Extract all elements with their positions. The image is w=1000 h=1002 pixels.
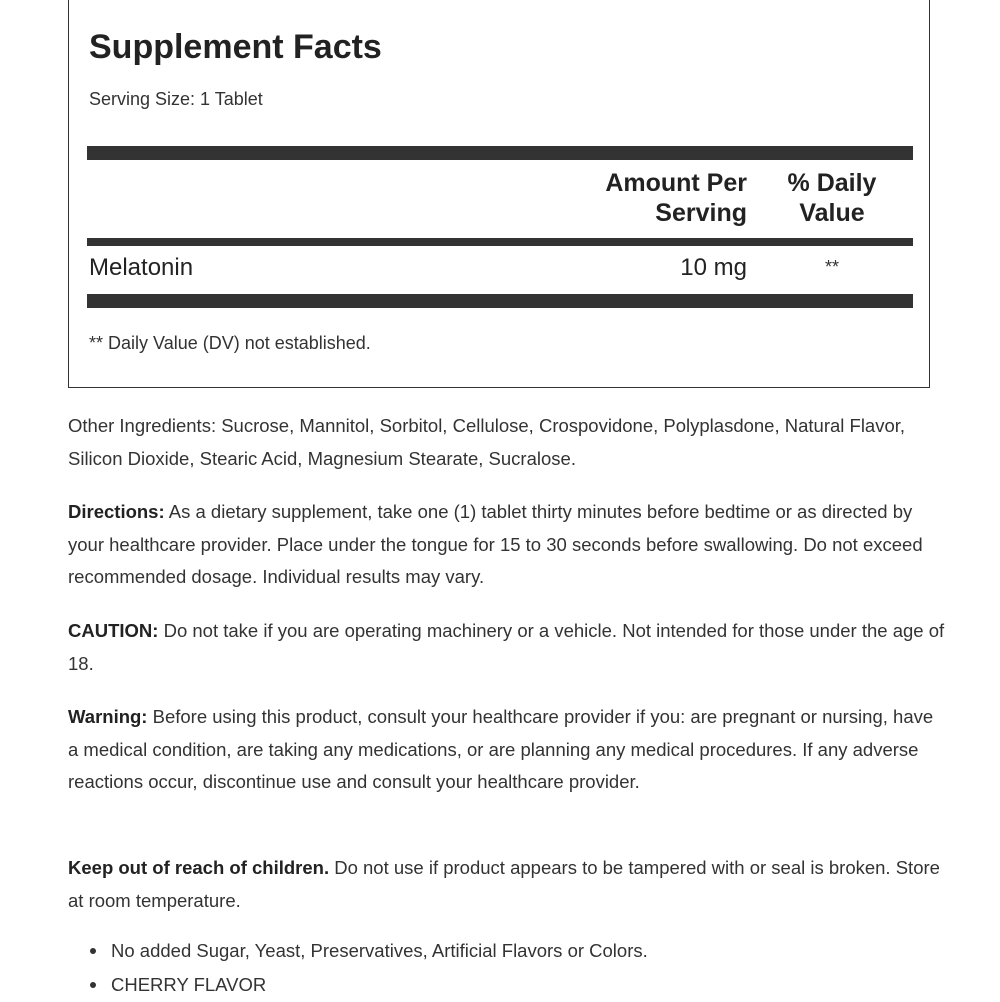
ingredient-daily-value: **: [824, 257, 839, 277]
other-ingredients: Other Ingredients: Sucrose, Mannitol, Sorbitol, Cellulose, Crospovidone, Polyplasdone, Natural Flavor, Silicon Dioxide, Stearic Acid, Magnesium Stearate, Sucralose.: [68, 415, 906, 469]
column-header-daily-value: [777, 168, 887, 228]
list-item: [68, 968, 948, 1002]
column-header-amount: [547, 168, 747, 228]
divider-thick-bottom: [87, 294, 913, 308]
facts-title: Supplement Facts: [89, 28, 382, 66]
serving-size: Serving Size: 1 Tablet: [89, 89, 263, 109]
divider-thick-top: [87, 146, 913, 160]
feature-list: [68, 934, 948, 1002]
column-header-amount-line1: Amount Per: [605, 169, 747, 197]
ingredient-name: Melatonin: [89, 254, 194, 281]
caution-text: Do not take if you are operating machinery or a vehicle. Not intended for those under the age of 18.: [68, 620, 945, 674]
footnote: ** Daily Value (DV) not established.: [89, 333, 371, 353]
divider-medium: [87, 238, 913, 246]
caution-paragraph: [68, 615, 948, 680]
keep-out-paragraph: [68, 852, 948, 917]
caution-label: CAUTION:: [68, 620, 159, 641]
column-header-dv-line1: % Daily: [787, 169, 877, 197]
directions-label: Directions:: [68, 501, 165, 522]
directions-paragraph: [68, 496, 948, 594]
supplement-facts-panel: [68, 0, 930, 388]
bullet-icon: [90, 982, 96, 988]
ingredient-amount: 10 mg: [680, 254, 747, 281]
column-header-amount-line2: Serving: [655, 199, 747, 227]
warning-label: Warning:: [68, 706, 148, 727]
directions-text: As a dietary supplement, take one (1) tablet thirty minutes before bedtime or as directed by your healthcare provider. Place under the tongue for 15 to 30 seconds before swallowing. Do not exceed recommended dosage. Individual results may vary.: [68, 501, 923, 587]
keep-out-text: Do not use if product appears to be tampered with or seal is broken. Store at room temperature.: [68, 857, 940, 911]
warning-text: Before using this product, consult your healthcare provider if you: are pregnant or nursing, have a medical condition, are taking any medications, or are planning any medical procedures. If any adverse reactions occur, discontinue use and consult your healthcare provider.: [68, 706, 934, 792]
bullet-icon: [90, 948, 96, 954]
keep-out-label: Keep out of reach of children.: [68, 857, 330, 878]
list-item-text: CHERRY FLAVOR: [111, 974, 267, 995]
column-header-dv-line2: Value: [799, 199, 865, 227]
warning-paragraph: [68, 701, 948, 799]
list-item: [68, 934, 948, 968]
list-item-text: No added Sugar, Yeast, Preservatives, Artificial Flavors or Colors.: [111, 940, 648, 961]
